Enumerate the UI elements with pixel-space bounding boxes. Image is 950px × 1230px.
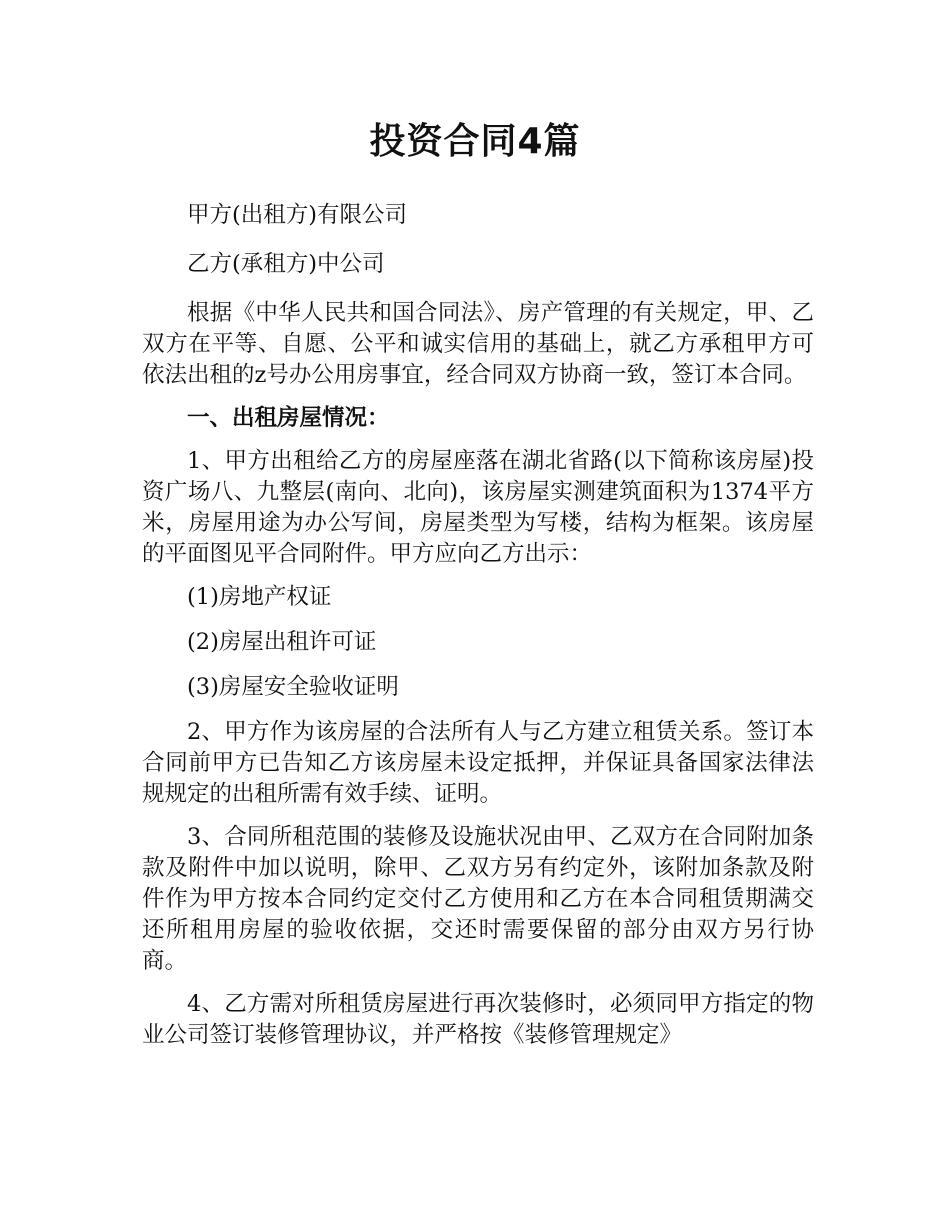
document-title: 投资合同4篇 [369, 121, 581, 162]
doc-item: (1)房地产权证 [187, 584, 332, 610]
party-b-line: 乙方(承租方)中公司 [187, 251, 385, 277]
clause-2: 2、甲方作为该房屋的合法所有人与乙方建立租赁关系。签订本合同前甲方已告知乙方该房屋未设定抵押，并保证具备国家法律法规规定的出租所需有效手续、证明。 [142, 719, 814, 807]
intro-paragraph: 根据《中华人民共和国合同法》、房产管理的有关规定，甲、乙双方在平等、自愿、公平和诚实信用的基础上，就乙方承租甲方可依法出租的z号办公用房事宜，经合同双方协商一致，签订本合同。 [142, 300, 814, 388]
doc-item: (3)房屋安全验收证明 [187, 674, 399, 700]
doc-item: (2)房屋出租许可证 [187, 629, 377, 655]
clause-3: 3、合同所租范围的装修及设施状况由甲、乙双方在合同附加条款及附件中加以说明，除甲、乙双方另有约定外，该附加条款及附件作为甲方按本合同约定交付乙方使用和乙方在本合同租赁期满交还所租用房屋的验收依据，交还时需要保留的部分由双方另行协商。 [142, 824, 814, 974]
document-body [142, 200, 814, 1063]
clause-4: 4、乙方需对所租赁房屋进行再次装修时，必须同甲方指定的物业公司签订装修管理协议，并严格按《装修管理规定》 [142, 991, 814, 1048]
party-a-line: 甲方(出租方)有限公司 [187, 202, 408, 228]
clause-1: 1、甲方出租给乙方的房屋座落在湖北省路(以下简称该房屋)投资广场八、九整层(南向、北向)，该房屋实测建筑面积为1374平方米，房屋用途为办公写间，房屋类型为写楼，结构为框架。该房屋的平面图见平合同附件。甲方应向乙方出示： [142, 448, 814, 567]
section-heading: 一、出租房屋情况： [187, 405, 390, 431]
